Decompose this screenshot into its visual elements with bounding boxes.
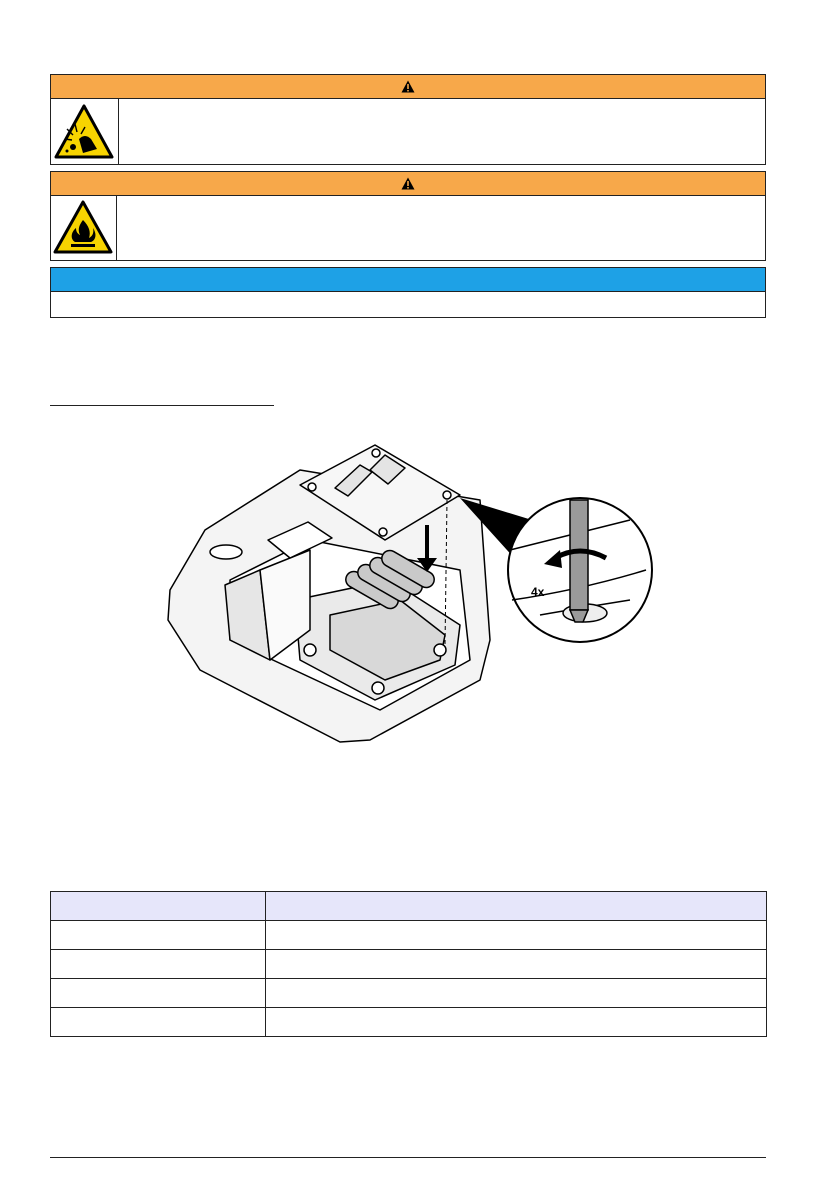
rotation-count-label: 4x — [531, 585, 545, 599]
warning-triangle-icon — [401, 80, 415, 93]
table-cell — [266, 979, 767, 1008]
warning-header — [51, 172, 765, 196]
table-row — [51, 1008, 767, 1037]
table-row — [51, 921, 767, 950]
table-cell — [51, 979, 266, 1008]
notice-header — [51, 268, 765, 292]
table-cell — [266, 1008, 767, 1037]
table-header-cell — [266, 892, 767, 921]
table-cell — [51, 1008, 266, 1037]
fire-hazard-icon — [51, 196, 117, 260]
table-row — [51, 950, 767, 979]
section-underline — [50, 405, 274, 406]
warning-triangle-icon — [401, 177, 415, 190]
data-table — [50, 891, 767, 1037]
table-header-row — [51, 892, 767, 921]
table-cell — [51, 921, 266, 950]
footer-rule — [50, 1157, 766, 1158]
notice-box — [50, 267, 766, 318]
warning-header — [51, 75, 765, 99]
explosion-hazard-icon — [51, 99, 119, 164]
table-cell — [266, 921, 767, 950]
warning-box-explosion — [50, 74, 766, 165]
battery-installation-figure — [160, 440, 660, 755]
table-cell — [51, 950, 266, 979]
table-row — [51, 979, 767, 1008]
table-header-cell — [51, 892, 266, 921]
warning-box-fire — [50, 171, 766, 261]
table-cell — [266, 950, 767, 979]
